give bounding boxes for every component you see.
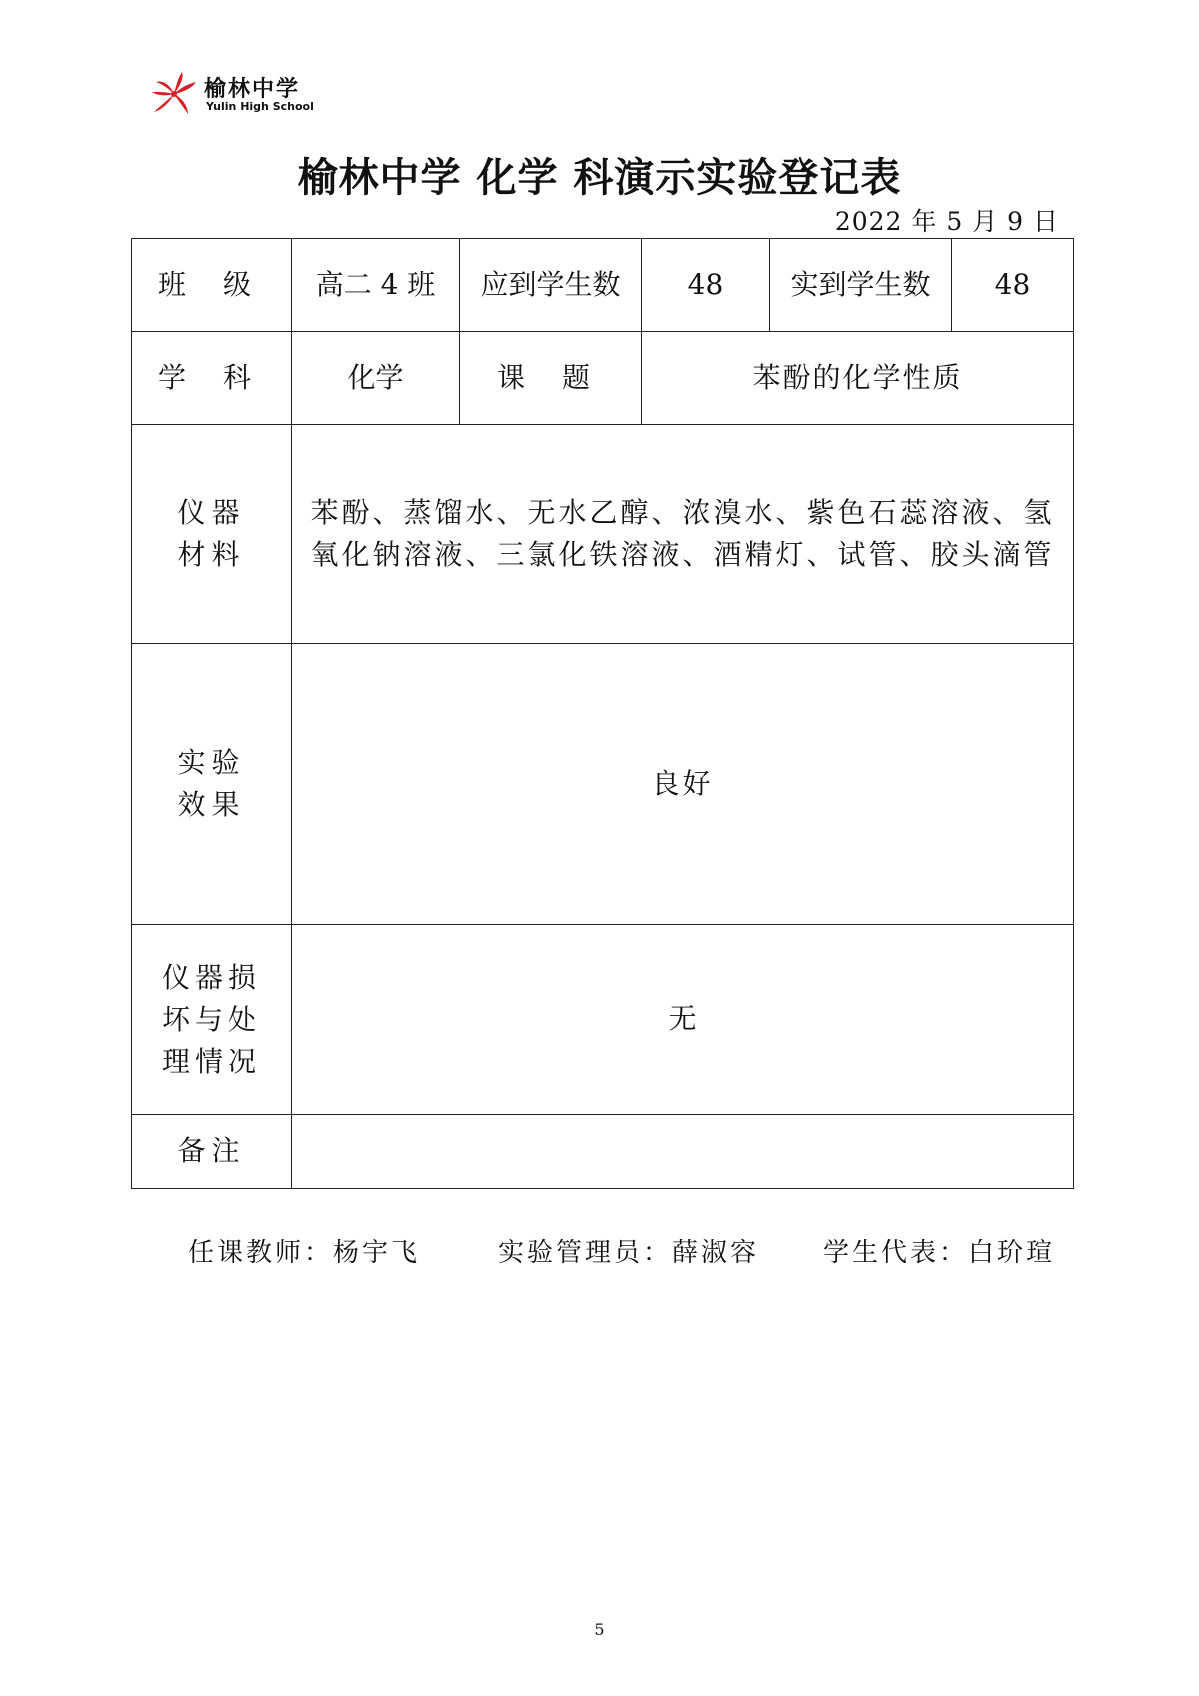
remarks-value bbox=[292, 1115, 1074, 1189]
table-row bbox=[132, 925, 1074, 1115]
table-row bbox=[132, 644, 1074, 925]
logo-name-en: Yulin High School bbox=[206, 100, 314, 113]
page-title: 榆林中学 化学 科演示实验登记表 bbox=[297, 155, 902, 201]
topic-label: 课 题 bbox=[460, 332, 642, 425]
table-row bbox=[132, 239, 1074, 332]
table-row bbox=[132, 425, 1074, 644]
subject-value: 化学 bbox=[292, 332, 460, 425]
page-number: 5 bbox=[594, 1620, 605, 1639]
school-logo bbox=[150, 70, 330, 120]
admin-signature: 实验管理员：薛淑容 bbox=[498, 1238, 760, 1268]
table-row bbox=[132, 332, 1074, 425]
materials-value: 苯酚、蒸馏水、无水乙醇、浓溴水、紫色石蕊溶液、氢氧化钠溶液、三氯化铁溶液、酒精灯、试管、胶头滴管 bbox=[292, 425, 1074, 644]
class-value: 高二 4 班 bbox=[292, 239, 460, 332]
student-signature: 学生代表：白玠瑄 bbox=[823, 1238, 1056, 1268]
registration-table bbox=[131, 238, 1074, 1189]
expected-students-label: 应到学生数 bbox=[460, 239, 642, 332]
school-emblem-icon bbox=[150, 70, 198, 118]
effect-label: 实验 效果 bbox=[132, 644, 292, 925]
damage-value: 无 bbox=[292, 925, 1074, 1115]
table-row bbox=[132, 1115, 1074, 1189]
materials-label: 仪器 材料 bbox=[132, 425, 292, 644]
form-date: 2022 年 5 月 9 日 bbox=[834, 207, 1059, 236]
logo-name-cn: 榆林中学 bbox=[204, 77, 301, 102]
actual-students-value: 48 bbox=[952, 239, 1074, 332]
actual-students-label: 实到学生数 bbox=[770, 239, 952, 332]
class-label: 班 级 bbox=[132, 239, 292, 332]
remarks-label: 备注 bbox=[132, 1115, 292, 1189]
subject-label: 学 科 bbox=[132, 332, 292, 425]
expected-students-value: 48 bbox=[642, 239, 770, 332]
teacher-signature: 任课教师：杨宇飞 bbox=[188, 1238, 421, 1268]
topic-value: 苯酚的化学性质 bbox=[642, 332, 1074, 425]
effect-value: 良好 bbox=[292, 644, 1074, 925]
damage-label: 仪器损 坏与处 理情况 bbox=[132, 925, 292, 1115]
